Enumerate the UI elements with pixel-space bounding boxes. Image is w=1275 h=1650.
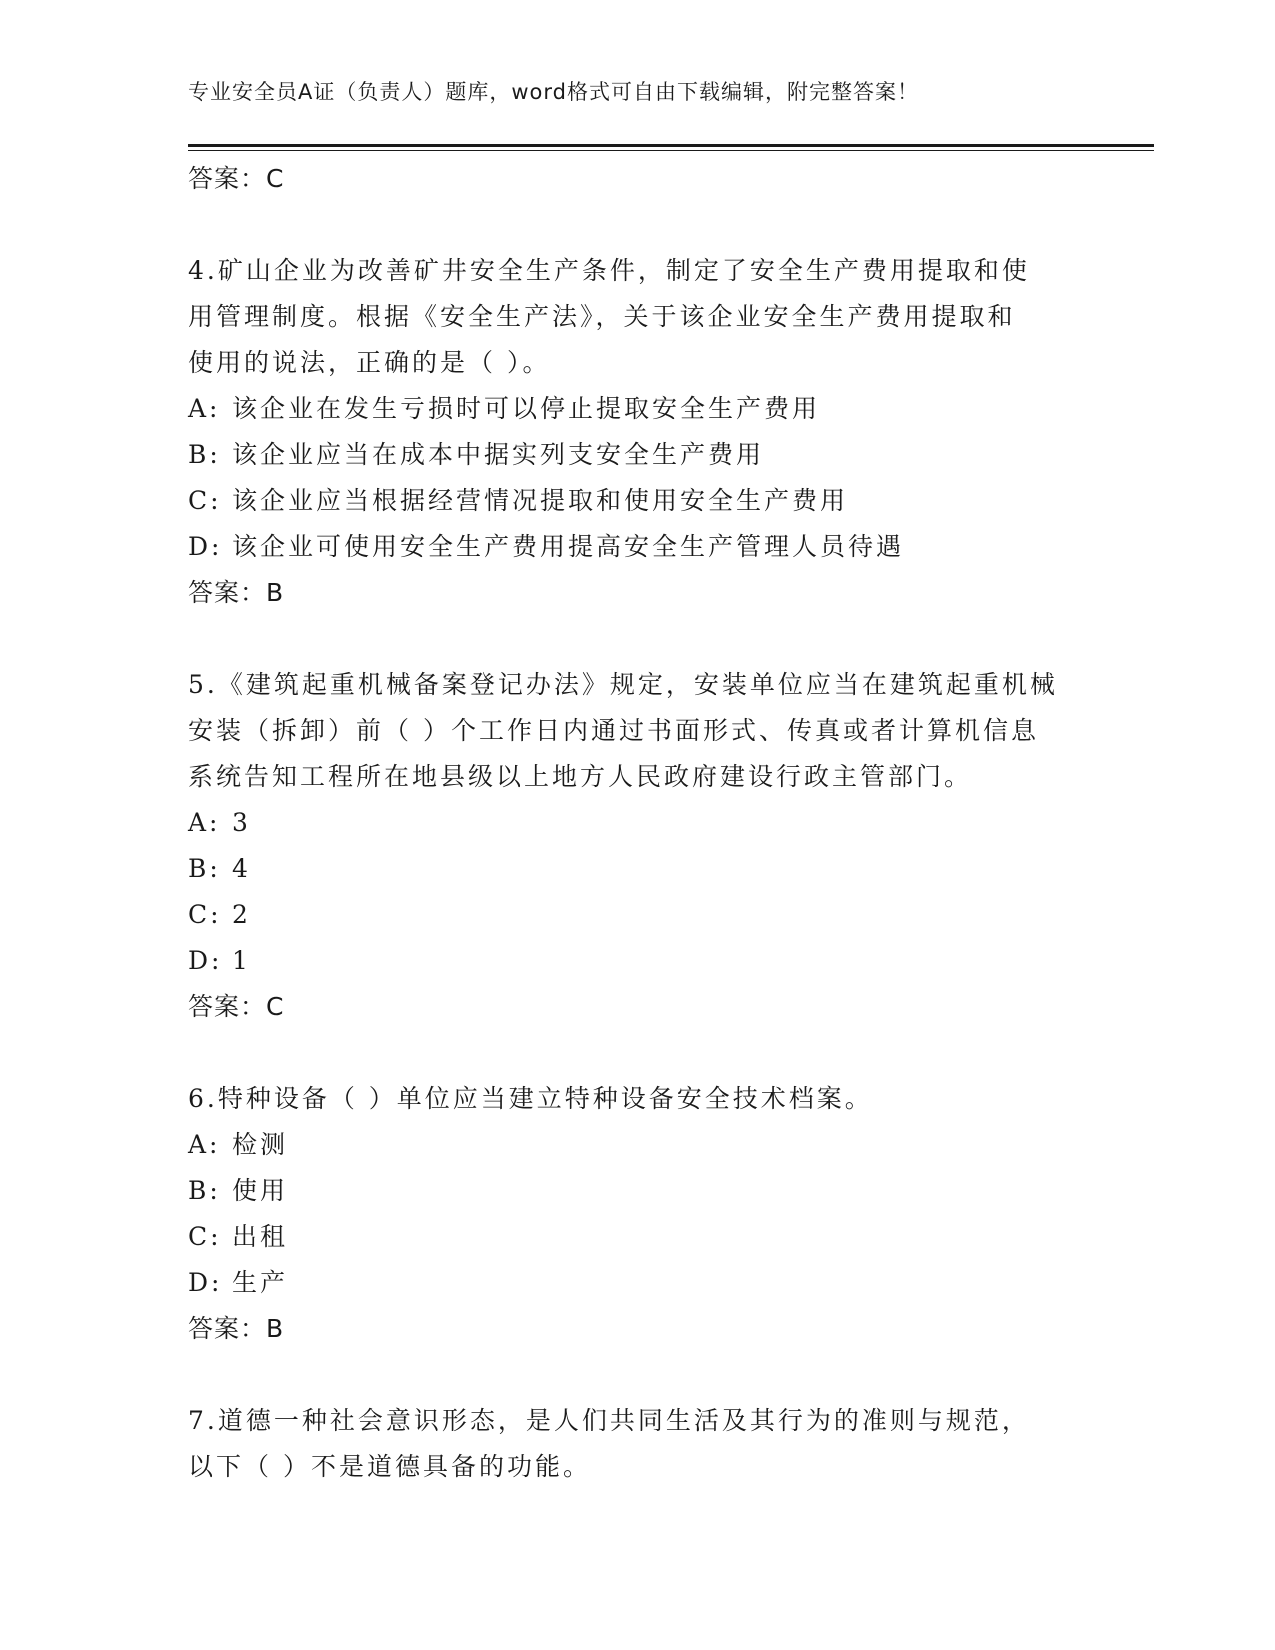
question-stem: 6.特种设备（ ）单位应当建立特种设备安全技术档案。	[188, 1084, 873, 1113]
option-letter: A:	[188, 394, 221, 423]
option-text: 3	[232, 808, 251, 837]
option-d	[188, 524, 1088, 570]
option-c	[188, 892, 1088, 938]
header-rule-thin	[188, 150, 1154, 151]
option-b	[188, 1168, 1088, 1214]
page-header: 专业安全员A证（负责人）题库，word格式可自由下载编辑，附完整答案！	[188, 80, 919, 104]
option-letter: C:	[188, 1222, 222, 1251]
option-d	[188, 1260, 1088, 1306]
option-text: 1	[232, 946, 251, 975]
answer-line: 答案：B	[188, 1314, 285, 1343]
question-5	[188, 662, 1088, 1030]
option-text: 该企业应当根据经营情况提取和使用安全生产费用	[232, 486, 849, 515]
question-stem: 5.《建筑起重机械备案登记办法》规定，安装单位应当在建筑起重机械安装（拆卸）前（ ）个工作日内通过书面形式、传真或者计算机信息系统告知工程所在地县级以上地方人民政府建设行政主管部门。	[188, 670, 1058, 791]
option-text: 2	[232, 900, 251, 929]
option-text: 出租	[232, 1222, 289, 1251]
option-letter: A:	[188, 808, 221, 837]
option-text: 4	[232, 854, 251, 883]
option-letter: A:	[188, 1130, 221, 1159]
option-letter: B:	[188, 854, 221, 883]
header-rule-thick	[188, 144, 1154, 147]
document-body	[188, 156, 1088, 1490]
question-4	[188, 248, 1088, 616]
option-text: 使用	[232, 1176, 289, 1205]
option-letter: D:	[188, 532, 223, 561]
option-letter: B:	[188, 440, 221, 469]
option-text: 检测	[232, 1130, 289, 1159]
option-a	[188, 1122, 1088, 1168]
option-text: 该企业应当在成本中据实列支安全生产费用	[232, 440, 765, 469]
option-d	[188, 938, 1088, 984]
option-b	[188, 432, 1088, 478]
answer-line: 答案：C	[188, 164, 285, 193]
option-letter: C:	[188, 486, 222, 515]
option-letter: C:	[188, 900, 222, 929]
question-stem: 7.道德一种社会意识形态，是人们共同生活及其行为的准则与规范，以下（ ）不是道德具备的功能。	[188, 1406, 1030, 1481]
option-a	[188, 386, 1088, 432]
question-stem: 4.矿山企业为改善矿井安全生产条件，制定了安全生产费用提取和使用管理制度。根据《安全生产法》，关于该企业安全生产费用提取和使用的说法，正确的是（ ）。	[188, 256, 1030, 377]
answer-line: 答案：B	[188, 578, 285, 607]
option-text: 生产	[232, 1268, 289, 1297]
option-a	[188, 800, 1088, 846]
answer-line: 答案：C	[188, 992, 285, 1021]
option-letter: D:	[188, 946, 223, 975]
option-text: 该企业在发生亏损时可以停止提取安全生产费用	[232, 394, 821, 423]
option-b	[188, 846, 1088, 892]
question-6	[188, 1076, 1088, 1352]
question-7	[188, 1398, 1088, 1490]
option-c	[188, 478, 1088, 524]
option-c	[188, 1214, 1088, 1260]
option-letter: B:	[188, 1176, 221, 1205]
option-letter: D:	[188, 1268, 223, 1297]
option-text: 该企业可使用安全生产费用提高安全生产管理人员待遇	[232, 532, 905, 561]
